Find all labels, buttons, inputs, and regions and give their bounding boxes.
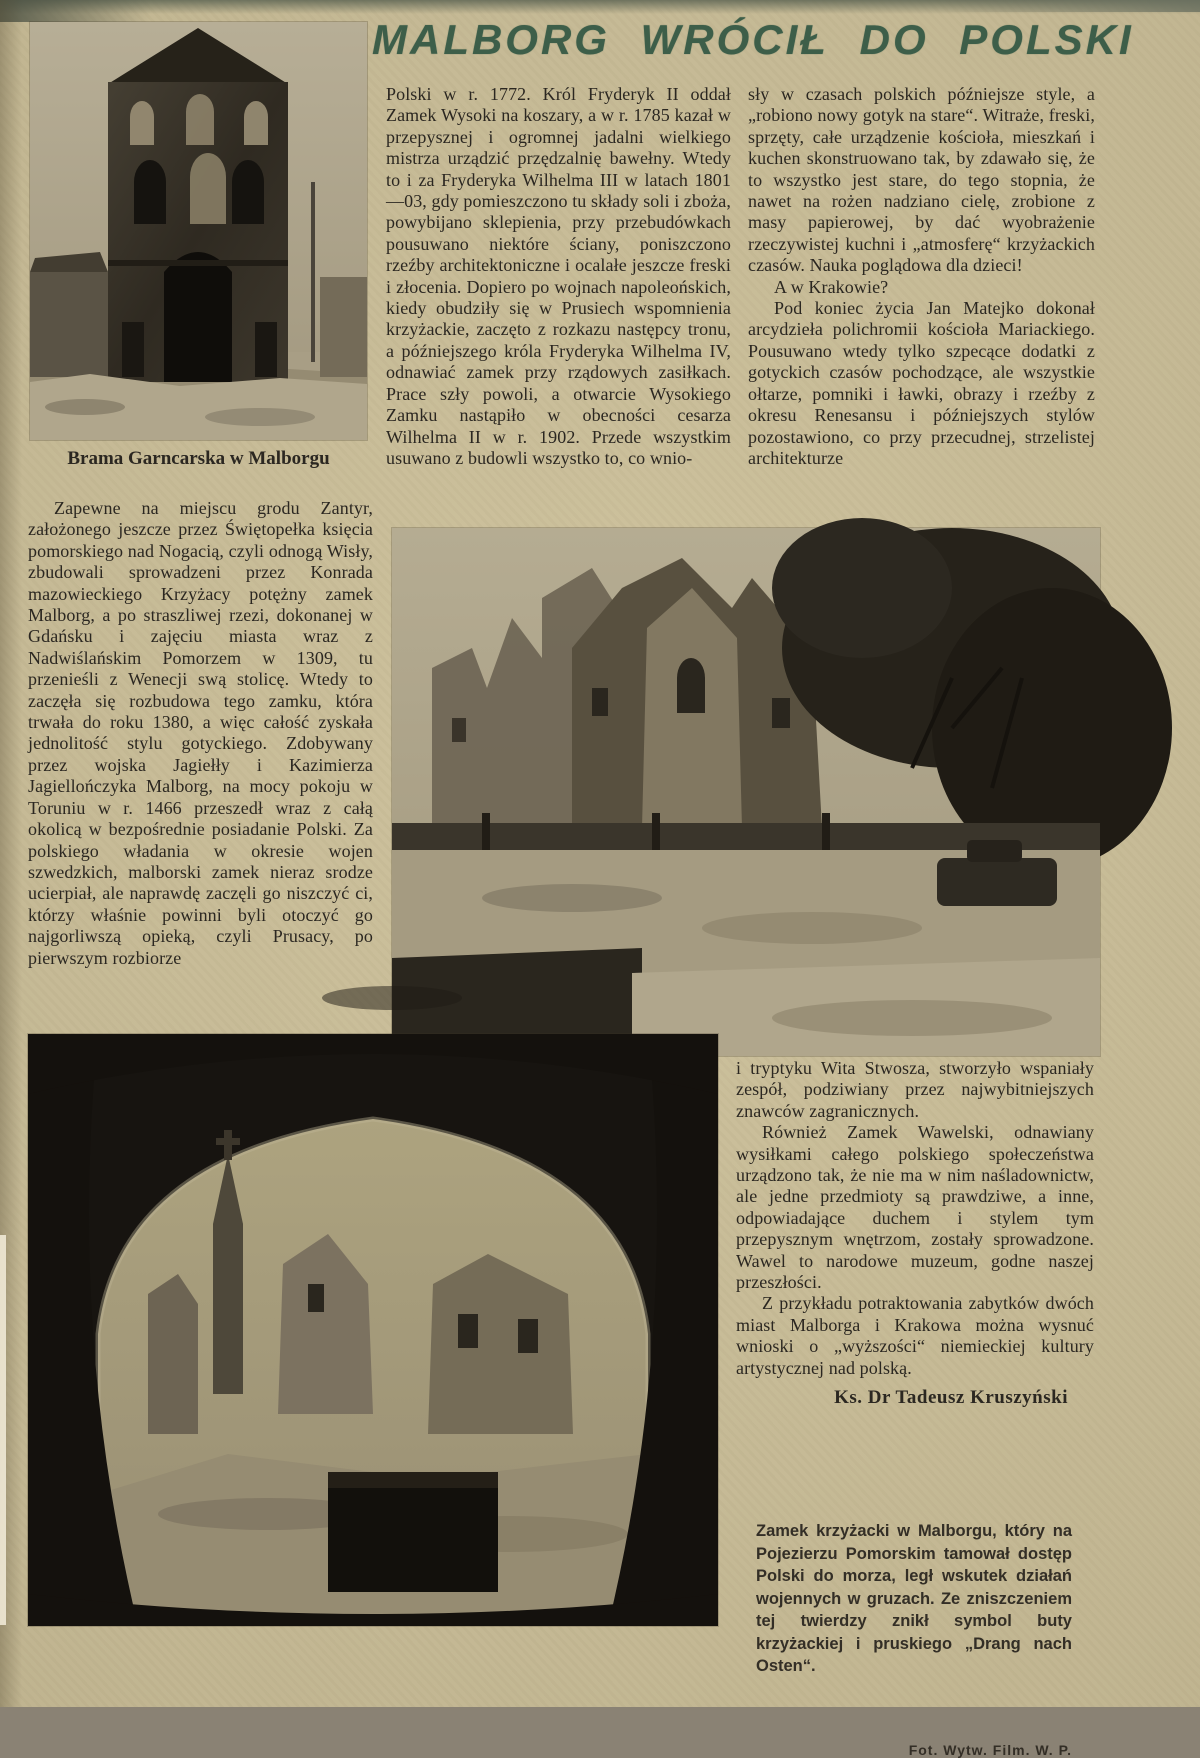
arch-ruins-illustration	[28, 1034, 718, 1626]
paragraph: Z przykładu potraktowania zabytków dwóch miast Malborga i Krakowa można wysnuć wnioski o „wyższości“ niemieckiej kultury artystycznej nad polską.	[736, 1293, 1094, 1378]
column-top-left	[386, 84, 731, 516]
scan-edge-sliver	[0, 1235, 6, 1625]
brama-garncarska-photo	[30, 22, 367, 440]
paragraph: Pod koniec życia Jan Matejko dokonał arcydzieła polichromii kościoła Mariackiego. Pousuwano wtedy tylko szpecące dodatki z gotyckich czasów pochodzące, ale wszystkie ołtarze, pomniki i ławki, obrazy i rzeźby z okresu Renesansu i późniejszych stylów pozostawiono, co przy przecudnej, strzelistej architekturze	[748, 298, 1095, 468]
paragraph: Polski w r. 1772. Król Fryderyk II oddał Zamek Wysoki na koszary, a w r. 1785 kazał w przepysznej i ogromnej jadalni wielkiego mistrza urządzić przędzalnię bawełny. Wtedy to i za Fryderyka Wilhelma III w latach 1801—03, gdy pomieszczono tu składy soli i zboża, powybijano sklepienia, przy przebudówkach pousuwano niektóre ściany, poniszczono rzeźby architektoniczne i ocalałe jeszcze freski i złocenia. Dopiero po wojnach napoleońskich, kiedy obudziły się w Prusiech wspomnienia krzyżackie, zaczęto z rozkazu następcy tronu, a późniejszego króla Fryderyka Wilhelma IV, odnawiać zamek przy rządowych zasiłkach. Prace szły powoli, a otwarcie Wysokiego Zamku nastąpiło w obecności cesarza Wilhelma II w r. 1902. Przede wszystkim usuwano z budowli wszystko to, co wnio-	[386, 84, 731, 468]
column-top-right	[748, 84, 1095, 516]
paragraph: Zapewne na miejscu grodu Zantyr, założonego jeszcze przez Świętopełka księcia pomorskiego nad Nogacią, czyli odnogą Wisły, zbudowali sprowadzeni przez Konrada mazowieckiego Krzyżacy potężny zamek Malborg, a po straszliwej rzezi, dokonanej w Gdańsku i zajęciu miasta wraz z Nadwiślańskim Pomorzem w 1309, tu przenieśli z Wenecji swą stolicę. Wtedy to zaczęła się rozbudowa tego zamku, która trwała do roku 1380, a więc całość zyskała jednolitość stylu gotyckiego. Zdobywany przez wojska Jagiełły i Kazimierza Jagiellończyka Malborg, na mocy pokoju w Toruniu w r. 1466 przeszedł wraz z całą okolicą w bezpośrednie posiadanie Polski. Za polskiego władania w okresie wojen szwedzkich, malborski zamek nieraz srodze ucierpiał, ale naprawdę zaczęli go niszczyć ci, którzy właśnie powinni byli otoczyć go najgorliwszą opieką, czyli Prusacy, po pierwszym rozbiorze	[28, 498, 373, 968]
castle-ruins-illustration	[392, 528, 1100, 1056]
scan-edge-top-left	[0, 0, 150, 22]
photo-credit: Fot. Wytw. Film. W. P.	[908, 1742, 1072, 1758]
paragraph: Również Zamek Wawelski, odnawiany wysiłkami całego polskiego społeczeństwa urządzono tak, że nie ma w nim naśladownictw, ale jedne przedmioty są prawdziwe, a inne, odpowiadające duchem i stylem tym przepysznym wnętrzom, zostały sprowadzone. Wawel to narodowe muzeum, godne naszej przeszłości.	[736, 1122, 1094, 1293]
column-left	[28, 498, 373, 1028]
author-signature: Ks. Dr Tadeusz Kruszyński	[834, 1387, 1068, 1409]
gate-tower-illustration	[30, 22, 367, 440]
column-right	[736, 1058, 1094, 1409]
wysoki-zamek-photo	[392, 528, 1100, 1056]
photo-caption-brama: Brama Garncarska w Malborgu	[67, 448, 330, 469]
paragraph: i tryptyku Wita Stwosza, stworzyło wspaniały zespół, podziwiany przez najwybitniejszych znawców zagranicznych.	[736, 1058, 1094, 1121]
paragraph: A w Krakowie?	[774, 276, 889, 297]
paragraph: sły w czasach polskich późniejsze style, a „robiono nowy gotyk na stare“. Witraże, freski, sprzęty, całe urządzenie kościoła, mieszkań i kuchen skonstruowano tak, by zdawało się, że to wszystko jest stare, do tego stopnia, że nawet na rożen nadziano cielę, zrobione z masy papierowej, by dać wyobrażenie rzeczywistej kuchni i „atmosferę“ krzyżackich czasów. Nauka poglądowa dla dzieci!	[748, 84, 1095, 276]
photo-caption-block: Zamek krzyżacki w Malborgu, który na Pojezierzu Pomorskim tamował dostęp Polski do morza, legł wskutek działań wojennych w gruzach. Ze zniszczeniem tej twierdzy znikł symbol buty krzyżackiej i pruskiego „Drang nach Osten“.	[756, 1522, 1072, 1675]
scan-edge-top-right	[940, 0, 1200, 12]
page-title: MALBORG WRÓCIŁ DO POLSKI	[372, 16, 1134, 63]
ruins-arch-photo	[28, 1034, 718, 1626]
